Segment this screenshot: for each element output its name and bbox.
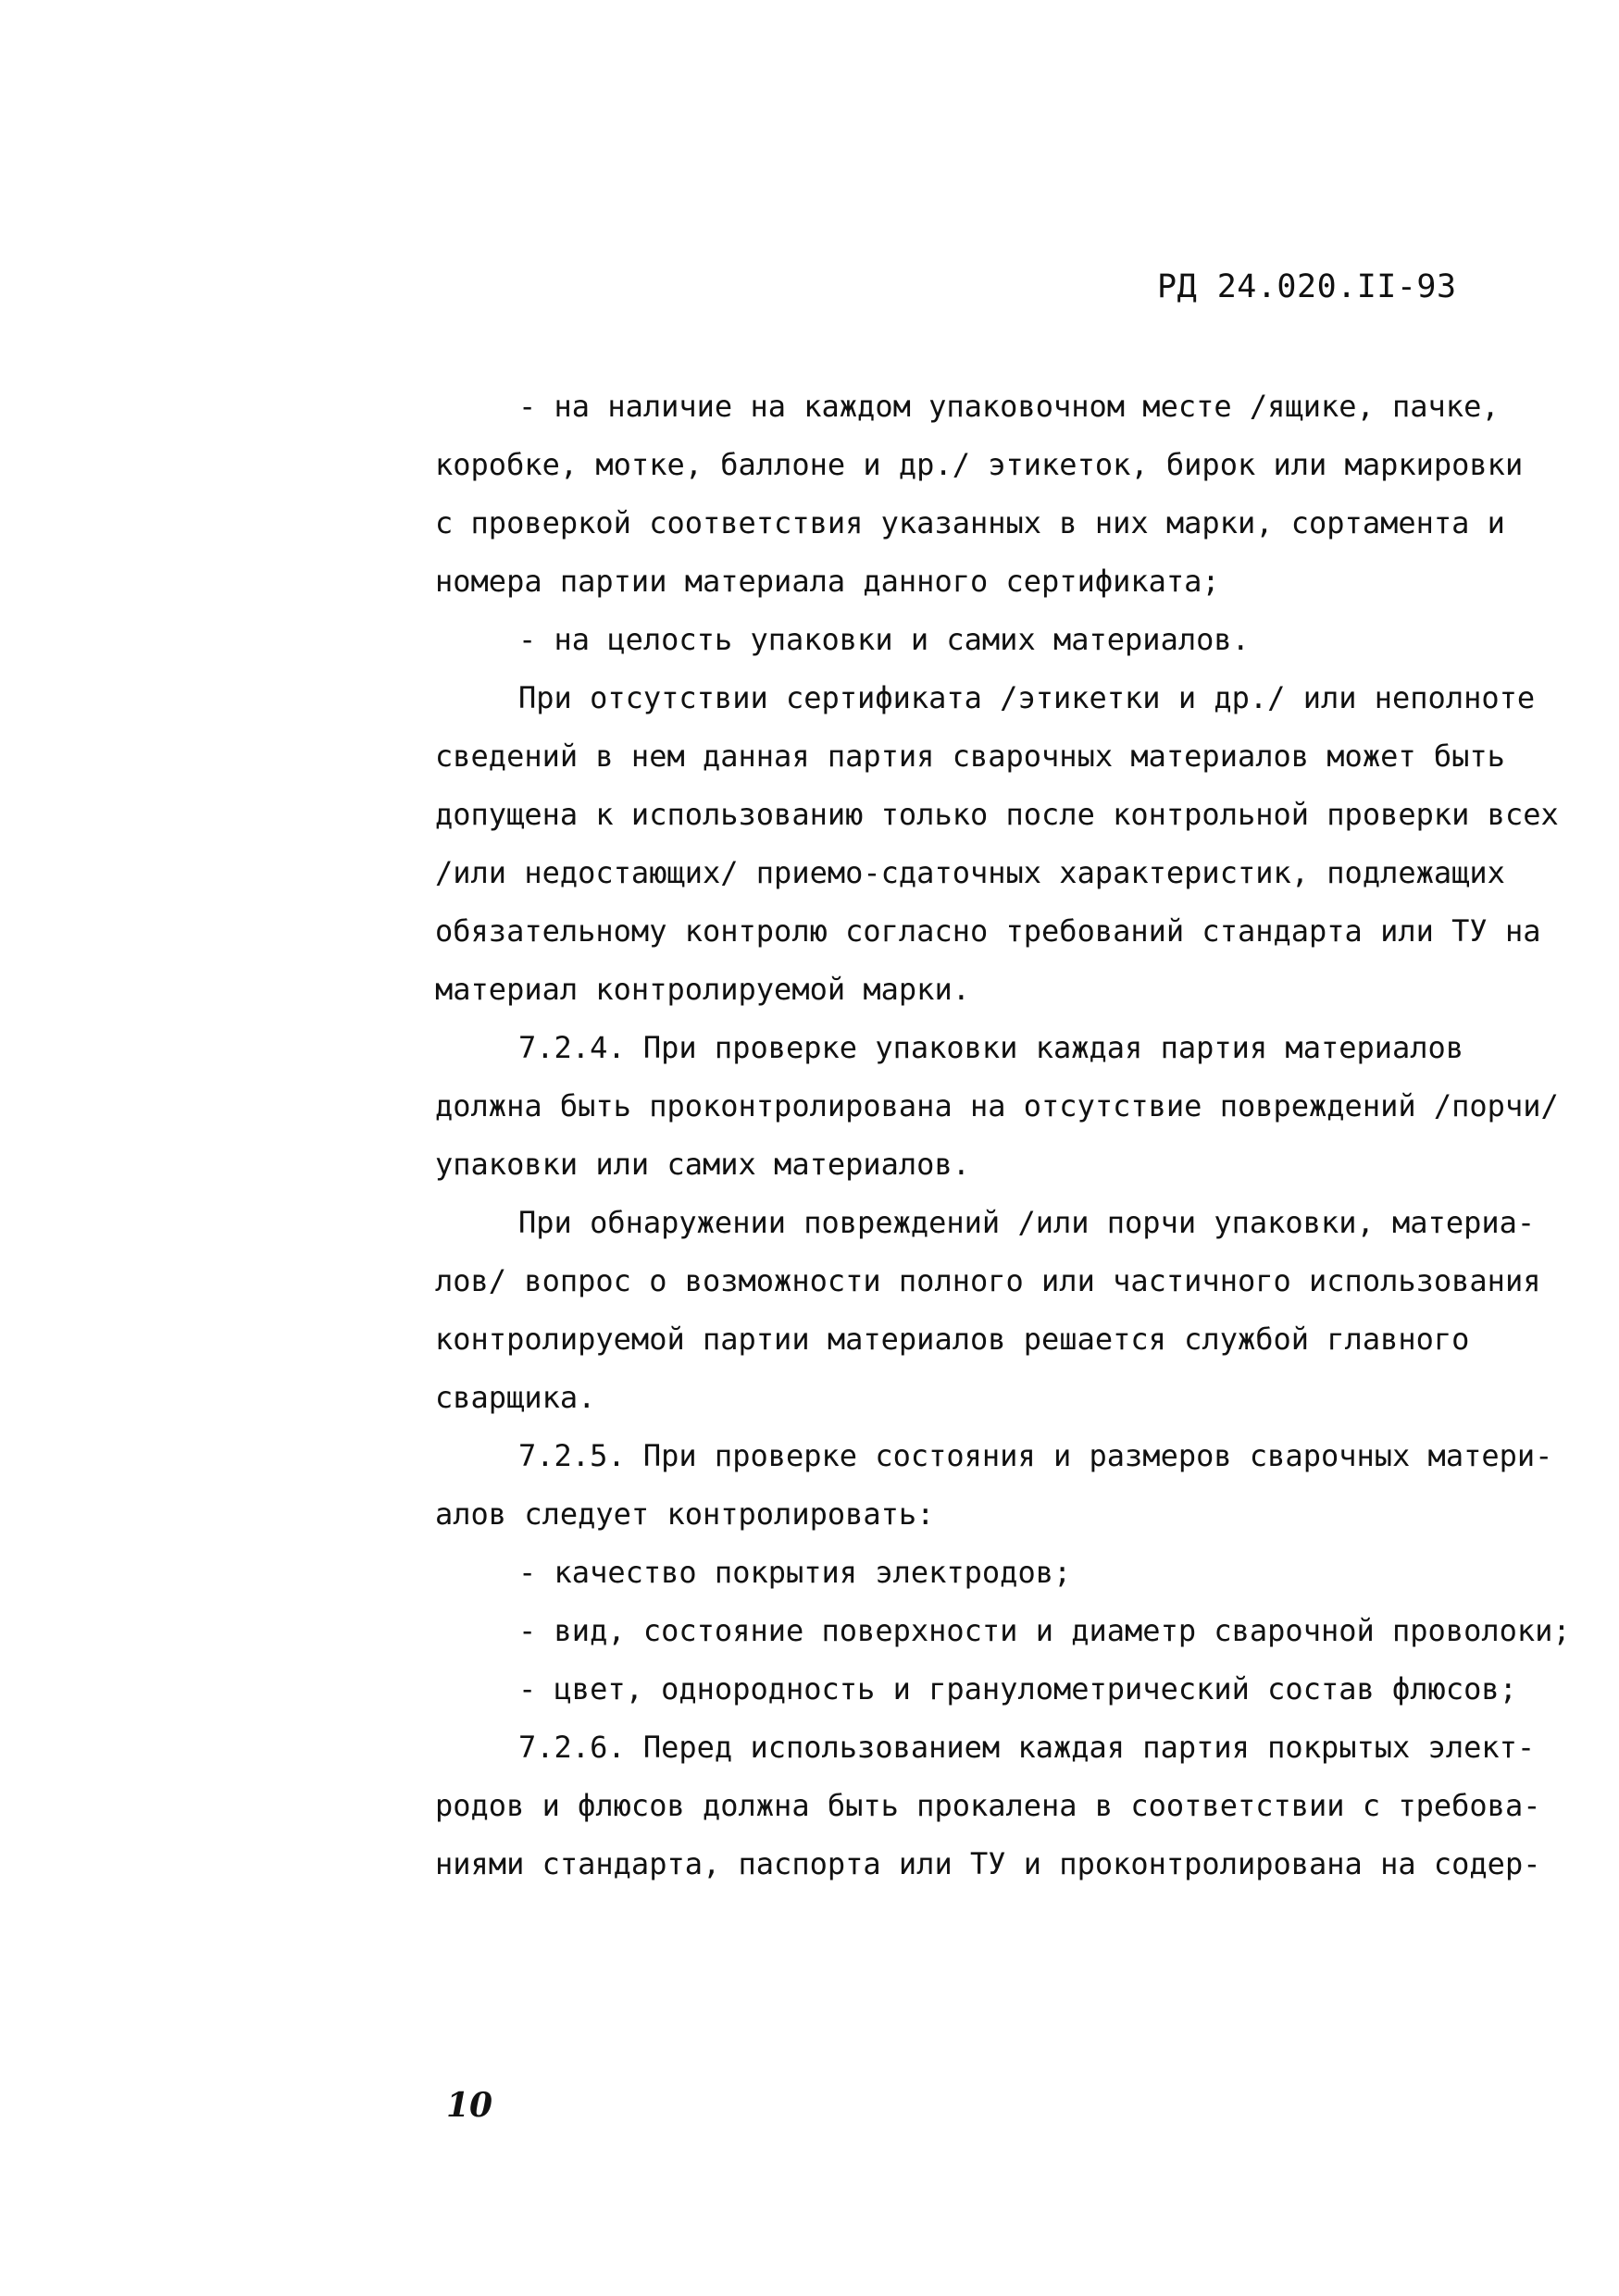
text-line: ниями стандарта, паспорта или ТУ и проконтролирована на содер- [435, 1846, 1541, 1881]
text-line: /или недостающих/ приемо-сдаточных характеристик, подлежащих [435, 855, 1505, 890]
text-line: номера партии материала данного сертификата; [435, 564, 1220, 599]
text-line: должна быть проконтролирована на отсутствие повреждений /порчи/ [435, 1088, 1559, 1123]
text-line: сварщика. [435, 1380, 596, 1415]
text-line: родов и флюсов должна быть прокалена в соответствии с требова- [435, 1788, 1541, 1823]
document-body [435, 378, 1574, 1893]
text-line: упаковки или самих материалов. [435, 1147, 970, 1182]
text-line: коробке, мотке, баллоне и др./ этикеток, бирок или маркировки [435, 447, 1524, 482]
text-line: контролируемой партии материалов решается службой главного [435, 1322, 1470, 1357]
text-line: допущена к использованию только после контрольной проверки всех [435, 797, 1559, 832]
text-line: 7.2.6. Перед использованием каждая партия покрытых элект- [518, 1730, 1536, 1765]
document-code: РД 24.020.II-93 [1157, 268, 1457, 305]
text-line: сведений в нем данная партия сварочных материалов может быть [435, 738, 1505, 774]
text-line: - вид, состояние поверхности и диаметр сварочной проволоки; [518, 1613, 1571, 1648]
text-line: 7.2.5. При проверке состояния и размеров сварочных матери- [518, 1438, 1553, 1473]
text-line: алов следует контролировать: [435, 1496, 935, 1532]
text-line: - на целость упаковки и самих материалов. [518, 622, 1250, 657]
text-line: - качество покрытия электродов; [518, 1555, 1072, 1590]
text-line: При обнаружении повреждений /или порчи упаковки, материа- [518, 1205, 1536, 1240]
text-line: материал контролируемой марки. [435, 972, 970, 1007]
text-line: - цвет, однородность и гранулометрический состав флюсов; [518, 1671, 1517, 1706]
text-line: с проверкой соответствия указанных в них марки, сортамента и [435, 505, 1505, 540]
page-number: 10 [446, 2086, 493, 2125]
text-line: 7.2.4. При проверке упаковки каждая партия материалов [518, 1030, 1464, 1065]
text-line: обязательному контролю согласно требований стандарта или ТУ на [435, 913, 1541, 949]
text-line: лов/ вопрос о возможности полного или частичного использования [435, 1263, 1541, 1298]
text-line: - на наличие на каждом упаковочном месте /ящике, пачке, [518, 389, 1500, 424]
text-line: При отсутствии сертификата /этикетки и др./ или неполноте [518, 680, 1536, 715]
